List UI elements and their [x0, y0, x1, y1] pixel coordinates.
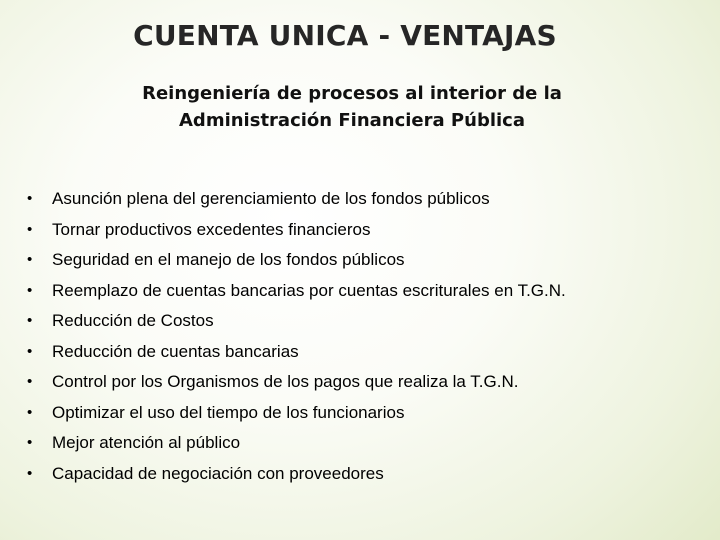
bullet-list	[0, 184, 720, 489]
bullet-icon: •	[27, 434, 33, 451]
bullet-text: Reducción de Costos	[52, 311, 214, 330]
bullet-item	[0, 337, 720, 368]
bullet-icon: •	[27, 251, 33, 268]
bullet-icon: •	[27, 190, 33, 207]
bullet-text: Control por los Organismos de los pagos que realiza la T.G.N.	[52, 372, 519, 391]
bullet-item	[0, 428, 720, 459]
bullet-text: Reemplazo de cuentas bancarias por cuentas escriturales en T.G.N.	[52, 280, 566, 300]
bullet-item	[0, 184, 720, 215]
bullet-icon: •	[27, 464, 33, 482]
bullet-text: Reducción de cuentas bancarias	[52, 341, 299, 361]
bullet-item	[0, 398, 720, 429]
slide-title: CUENTA UNICA - VENTAJAS	[133, 19, 557, 52]
bullet-icon: •	[27, 373, 33, 390]
bullet-icon: •	[27, 281, 33, 299]
bullet-icon: •	[27, 403, 33, 421]
bullet-text: Capacidad de negociación con proveedores	[52, 463, 384, 483]
subtitle-line: Administración Financiera Pública	[179, 110, 525, 131]
subtitle-line: Reingeniería de procesos al interior de la	[142, 83, 562, 104]
bullet-item	[0, 367, 720, 398]
bullet-text: Optimizar el uso del tiempo de los funcionarios	[52, 402, 405, 422]
bullet-item	[0, 306, 720, 337]
bullet-icon: •	[27, 312, 33, 329]
bullet-item	[0, 459, 720, 490]
bullet-item	[0, 276, 720, 307]
slide-subtitle	[0, 80, 704, 134]
bullet-text: Tornar productivos excedentes financieros	[52, 219, 371, 239]
bullet-icon: •	[27, 220, 33, 238]
bullet-item	[0, 245, 720, 276]
bullet-icon: •	[27, 342, 33, 360]
bullet-text: Asunción plena del gerenciamiento de los fondos públicos	[52, 189, 490, 208]
bullet-text: Seguridad en el manejo de los fondos públicos	[52, 250, 405, 269]
bullet-text: Mejor atención al público	[52, 433, 241, 452]
bullet-item	[0, 215, 720, 246]
